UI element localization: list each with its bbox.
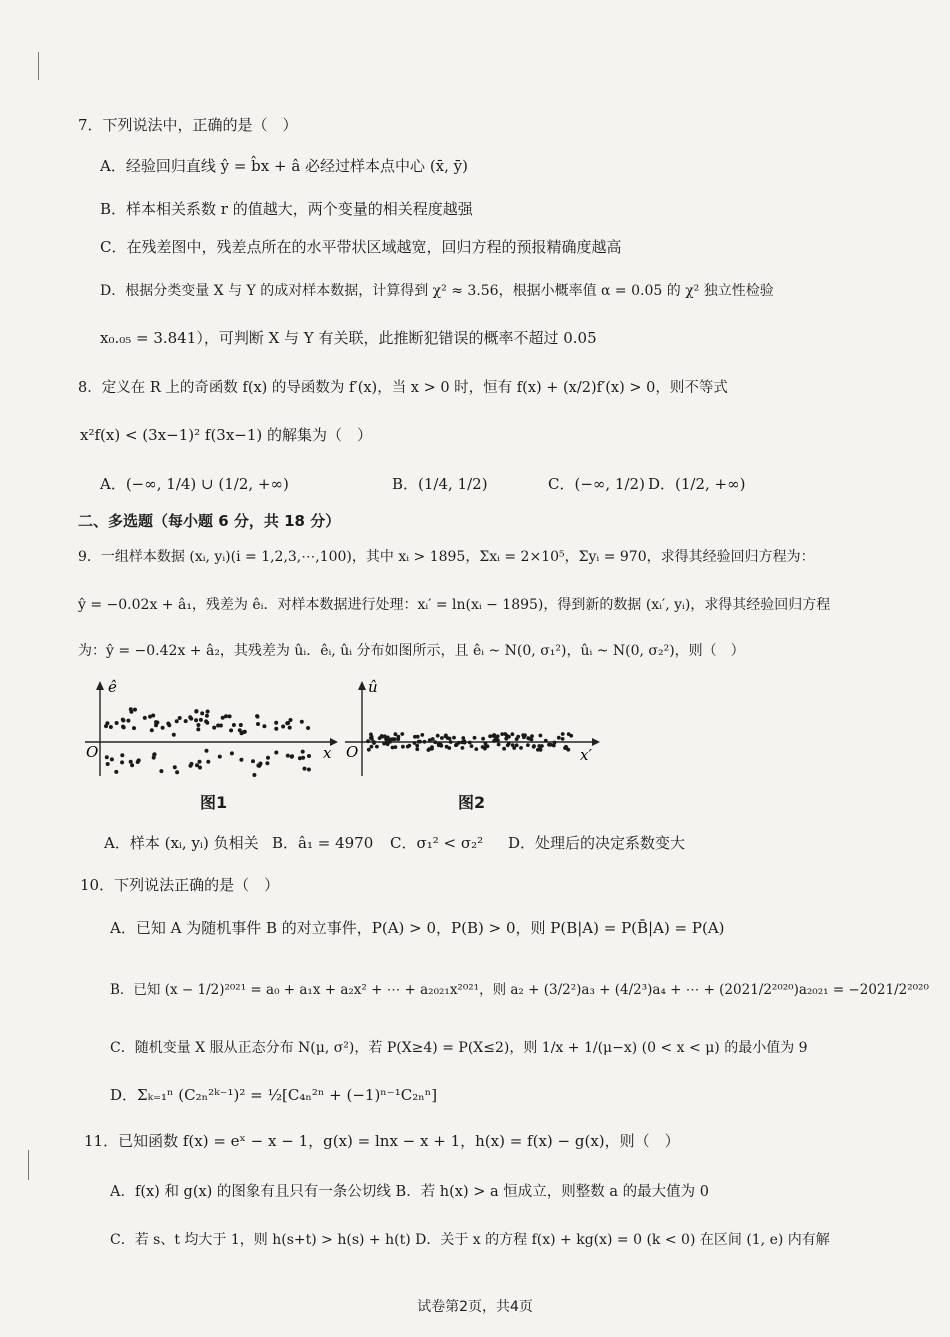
residual-point bbox=[394, 732, 398, 736]
residual-point bbox=[491, 734, 495, 738]
residual-point bbox=[133, 708, 137, 712]
residual-point bbox=[519, 746, 523, 750]
question-8-option-a: A．(−∞, 1/4) ∪ (1/2, +∞) bbox=[100, 475, 289, 493]
residual-point bbox=[129, 710, 133, 714]
fig2-origin-label: O bbox=[346, 743, 359, 761]
residual-point bbox=[393, 737, 397, 741]
residual-point bbox=[143, 716, 147, 720]
residual-point bbox=[256, 715, 260, 719]
residual-point bbox=[566, 748, 570, 752]
fig1-origin-label: O bbox=[86, 743, 99, 761]
question-11-options-c-d: C．若 s、t 均大于 1，则 h(s+t) > h(s) + h(t) D．关于 x 的方程 f(x) + kg(x) = 0 (k < 0) 在区间 (1, e) 内有解 bbox=[110, 1232, 830, 1248]
residual-point bbox=[406, 745, 410, 749]
residual-point bbox=[109, 725, 113, 729]
residual-point bbox=[400, 732, 404, 736]
question-9-stem-line1: 9．一组样本数据 (xᵢ, yᵢ)(i = 1,2,3,⋯,100)，其中 xᵢ > 1895，Σxᵢ = 2×10⁵，Σyᵢ = 970，求得其经验回归方程为： bbox=[78, 549, 815, 565]
residual-point bbox=[172, 733, 176, 737]
residual-point bbox=[175, 719, 179, 723]
question-8-option-b: B．(1/4, 1/2) bbox=[392, 475, 488, 493]
residual-point bbox=[423, 740, 427, 744]
residual-point bbox=[439, 743, 443, 747]
residual-point bbox=[161, 726, 165, 730]
question-10-option-d: D．Σₖ₌₁ⁿ (C₂ₙ²ᵏ⁻¹)² = ½[C₄ₙ²ⁿ + (−1)ⁿ⁻¹C₂ₙⁿ] bbox=[110, 1086, 438, 1104]
question-11-stem: 11．已知函数 f(x) = eˣ − x − 1，g(x) = lnx − x + 1，h(x) = f(x) − g(x)，则（ ） bbox=[84, 1132, 680, 1150]
residual-point bbox=[230, 751, 234, 755]
residual-point bbox=[386, 742, 390, 746]
residual-point bbox=[199, 718, 203, 722]
residual-point bbox=[288, 726, 292, 730]
residual-point bbox=[256, 722, 260, 726]
residual-point bbox=[196, 723, 200, 727]
question-10-stem: 10．下列说法正确的是（ ） bbox=[80, 876, 280, 894]
residual-point bbox=[413, 741, 417, 745]
residual-point bbox=[178, 716, 182, 720]
residual-point bbox=[420, 733, 424, 737]
residual-point bbox=[115, 721, 119, 725]
page-footer: 试卷第2页，共4页 bbox=[417, 1299, 533, 1315]
residual-point bbox=[496, 734, 500, 738]
residual-point bbox=[516, 735, 520, 739]
residual-point bbox=[110, 757, 114, 761]
residual-point bbox=[567, 732, 571, 736]
residual-point bbox=[286, 754, 290, 758]
residual-point bbox=[274, 727, 278, 731]
residual-point bbox=[503, 732, 507, 736]
residual-point bbox=[474, 747, 478, 751]
residual-point bbox=[461, 746, 465, 750]
residual-point bbox=[212, 726, 216, 730]
figure-1-caption: 图1 bbox=[200, 793, 228, 812]
residual-point bbox=[265, 761, 269, 765]
residual-plot-figure-2 bbox=[340, 678, 610, 778]
residual-point bbox=[530, 734, 534, 738]
residual-point bbox=[372, 741, 376, 745]
residual-point bbox=[537, 744, 541, 748]
residual-point bbox=[481, 745, 485, 749]
x-axis-arrow bbox=[592, 738, 600, 746]
residual-point bbox=[216, 724, 220, 728]
residual-point bbox=[468, 741, 472, 745]
residual-point bbox=[130, 763, 134, 767]
question-10-option-a: A．已知 A 为随机事件 B 的对立事件，P(A) > 0，P(B) > 0，则 P(B|A) = P(B̄|A) = P(A) bbox=[110, 919, 725, 937]
residual-point bbox=[447, 746, 451, 750]
residual-point bbox=[502, 747, 506, 751]
residual-point bbox=[473, 736, 477, 740]
fig1-y-label: ê bbox=[108, 678, 117, 696]
residual-point bbox=[150, 728, 154, 732]
residual-point bbox=[488, 734, 492, 738]
residual-point bbox=[286, 721, 290, 725]
y-axis-arrow bbox=[358, 681, 366, 690]
residual-point bbox=[515, 743, 519, 747]
residual-point bbox=[561, 732, 565, 736]
residual-point bbox=[552, 744, 556, 748]
residual-point bbox=[427, 748, 431, 752]
fig2-y-label: û bbox=[368, 678, 378, 696]
residual-point bbox=[194, 718, 198, 722]
question-7-option-b: B．样本相关系数 r 的值越大，两个变量的相关程度越强 bbox=[100, 200, 473, 218]
residual-point bbox=[195, 763, 199, 767]
residual-point bbox=[239, 758, 243, 762]
residual-point bbox=[430, 747, 434, 751]
residual-point bbox=[301, 750, 305, 754]
residual-point bbox=[511, 732, 515, 736]
question-8-stem-line1: 8．定义在 R 上的奇函数 f(x) 的导函数为 f′(x)，当 x > 0 时，恒有 f(x) + (x/2)f′(x) > 0，则不等式 bbox=[78, 380, 728, 396]
residual-point bbox=[433, 740, 437, 744]
residual-point bbox=[440, 736, 444, 740]
residual-point bbox=[557, 736, 561, 740]
residual-point bbox=[497, 743, 501, 747]
residual-point bbox=[129, 760, 133, 764]
residual-point bbox=[159, 769, 163, 773]
residual-point bbox=[526, 743, 530, 747]
section-heading: 二、多选题（每小题 6 分，共 18 分） bbox=[78, 512, 341, 530]
residual-point bbox=[189, 717, 193, 721]
residual-point bbox=[436, 734, 440, 738]
question-10-option-b: B．已知 (x − 1/2)²⁰²¹ = a₀ + a₁x + a₂x² + ⋯ + a₂₀₂₁x²⁰²¹，则 a₂ + (3/2²)a₃ + (4/2³)a₄ + ⋯ + (2021/2²⁰²⁰)a₂₀₂₁ = −2021/2²⁰²⁰ bbox=[110, 982, 929, 998]
residual-point bbox=[259, 762, 263, 766]
residual-point bbox=[114, 770, 118, 774]
residual-point bbox=[303, 767, 307, 771]
question-7-stem: 7．下列说法中，正确的是（ ） bbox=[78, 116, 298, 134]
residual-point bbox=[104, 724, 108, 728]
residual-point bbox=[290, 754, 294, 758]
residual-point bbox=[306, 726, 310, 730]
residual-point bbox=[454, 743, 458, 747]
residual-point bbox=[251, 759, 255, 763]
residual-point bbox=[240, 731, 244, 735]
residual-point bbox=[401, 745, 405, 749]
residual-point bbox=[463, 741, 467, 745]
residual-point bbox=[481, 737, 485, 741]
question-7-option-d-line2: x₀.₀₅ = 3.841），可判断 X 与 Y 有关联，此推断犯错误的概率不超过 0.05 bbox=[100, 329, 597, 347]
residual-point bbox=[239, 723, 243, 727]
question-11-options-a-b: A．f(x) 和 g(x) 的图象有且只有一条公切线 B．若 h(x) > a 恒成立，则整数 a 的最大值为 0 bbox=[110, 1184, 709, 1200]
residual-point bbox=[281, 725, 285, 729]
residual-point bbox=[151, 714, 155, 718]
residual-point bbox=[394, 745, 398, 749]
residual-point bbox=[175, 770, 179, 774]
question-9-option-d: D．处理后的决定系数变大 bbox=[508, 834, 686, 852]
residual-point bbox=[539, 734, 543, 738]
residual-point bbox=[120, 760, 124, 764]
residual-point bbox=[386, 736, 390, 740]
question-8-stem-line2: x²f(x) < (3x−1)² f(3x−1) 的解集为（ ） bbox=[80, 426, 373, 444]
residual-point bbox=[300, 720, 304, 724]
residual-point bbox=[184, 719, 188, 723]
residual-point bbox=[274, 751, 278, 755]
residual-point bbox=[484, 744, 488, 748]
residual-point bbox=[232, 723, 236, 727]
residual-point bbox=[431, 737, 435, 741]
residual-point bbox=[369, 733, 373, 737]
question-9-option-b: B．â₁ = 4970 bbox=[272, 834, 374, 852]
residual-point bbox=[507, 742, 511, 746]
residual-point bbox=[262, 724, 266, 728]
residual-point bbox=[547, 743, 551, 747]
figure-2-caption: 图2 bbox=[458, 793, 486, 812]
question-9-option-c: C．σ₁² < σ₂² bbox=[390, 834, 484, 852]
residual-point bbox=[132, 726, 136, 730]
residual-plot-figure-1 bbox=[80, 678, 340, 778]
residual-point bbox=[449, 740, 453, 744]
residual-point bbox=[204, 719, 208, 723]
residual-point bbox=[307, 754, 311, 758]
residual-point bbox=[198, 760, 202, 764]
residual-point bbox=[397, 735, 401, 739]
residual-point bbox=[452, 736, 456, 740]
residual-point bbox=[307, 768, 311, 772]
residual-point bbox=[496, 738, 500, 742]
scan-mark bbox=[28, 1150, 29, 1180]
residual-point bbox=[122, 725, 126, 729]
residual-point bbox=[194, 710, 198, 714]
fig2-x-label: x′ bbox=[580, 746, 592, 764]
residual-point bbox=[416, 735, 420, 739]
residual-point bbox=[167, 723, 171, 727]
residual-point bbox=[561, 737, 565, 741]
residual-point bbox=[274, 721, 278, 725]
residual-point bbox=[126, 719, 130, 723]
fig1-x-label: x bbox=[323, 744, 332, 762]
residual-point bbox=[105, 755, 109, 759]
residual-point bbox=[380, 734, 384, 738]
residual-point bbox=[382, 742, 386, 746]
residual-point bbox=[206, 710, 210, 714]
residual-point bbox=[154, 723, 158, 727]
residual-point bbox=[370, 745, 374, 749]
residual-point bbox=[444, 735, 448, 739]
residual-point bbox=[538, 747, 542, 751]
residual-point bbox=[301, 756, 305, 760]
residual-point bbox=[417, 740, 421, 744]
question-8-option-d: D．(1/2, +∞) bbox=[648, 475, 746, 493]
question-7-option-a: A．经验回归直线 ŷ = b̂x + â 必经过样本点中心 (x̄, ȳ) bbox=[100, 157, 468, 175]
residual-point bbox=[522, 735, 526, 739]
residual-point bbox=[200, 711, 204, 715]
question-9-stem-line3: 为：ŷ = −0.42x + â₂，其残差为 ûᵢ．êᵢ, ûᵢ 分布如图所示，且 êᵢ ~ N(0, σ₁²)，ûᵢ ~ N(0, σ₂²)，则（ ） bbox=[78, 643, 745, 659]
question-10-option-c: C．随机变量 X 服从正态分布 N(μ, σ²)，若 P(X≥4) = P(X≤2)，则 1/x + 1/(μ−x) (0 < x < μ) 的最小值为 9 bbox=[110, 1040, 808, 1056]
y-axis-arrow bbox=[96, 681, 104, 690]
residual-point bbox=[205, 714, 209, 718]
scan-mark bbox=[38, 52, 39, 80]
residual-point bbox=[532, 745, 536, 749]
residual-point bbox=[544, 739, 548, 743]
residual-point bbox=[121, 719, 125, 723]
question-9-stem-line2: ŷ = −0.02x + â₁，残差为 êᵢ．对样本数据进行处理：xᵢ′ = ln(xᵢ − 1895)，得到新的数据 (xᵢ′, yᵢ)，求得其经验回归方程 bbox=[78, 597, 831, 613]
residual-point bbox=[415, 747, 419, 751]
residual-point bbox=[206, 760, 210, 764]
residual-point bbox=[266, 756, 270, 760]
residual-point bbox=[137, 758, 141, 762]
residual-point bbox=[190, 762, 194, 766]
question-8-option-c: C．(−∞, 1/2) bbox=[548, 475, 645, 493]
residual-point bbox=[228, 714, 232, 718]
question-7-option-d-line1: D．根据分类变量 X 与 Y 的成对样本数据，计算得到 χ² ≈ 3.56，根据小概率值 α = 0.05 的 χ² 独立性检验 bbox=[100, 283, 774, 299]
residual-point bbox=[229, 728, 233, 732]
residual-point bbox=[218, 755, 222, 759]
residual-point bbox=[367, 748, 371, 752]
residual-point bbox=[106, 762, 110, 766]
question-7-option-c: C．在残差图中，残差点所在的水平带状区域越宽，回归方程的预报精确度越高 bbox=[100, 238, 622, 256]
residual-point bbox=[221, 716, 225, 720]
residual-point bbox=[375, 745, 379, 749]
residual-point bbox=[152, 756, 156, 760]
residual-point bbox=[173, 765, 177, 769]
residual-point bbox=[252, 773, 256, 777]
residual-point bbox=[196, 727, 200, 731]
residual-point bbox=[470, 744, 474, 748]
residual-point bbox=[120, 753, 124, 757]
residual-point bbox=[366, 739, 370, 743]
question-9-option-a: A．样本 (xᵢ, yᵢ) 负相关 bbox=[104, 834, 259, 852]
residual-point bbox=[205, 749, 209, 753]
